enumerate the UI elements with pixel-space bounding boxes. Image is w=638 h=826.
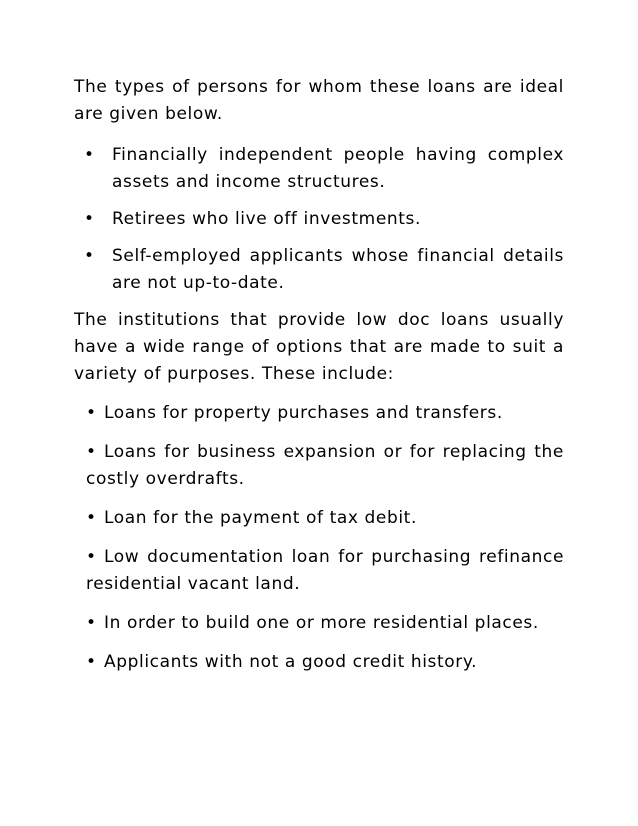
intro-paragraph: The types of persons for whom these loans are ideal are given below. [74, 77, 564, 124]
list-item-text: Applicants with not a good credit history. [104, 652, 478, 672]
list-item-text: Self-employed applicants whose financial details are not up-to-date. [112, 246, 564, 293]
list-item-text: Loans for property purchases and transfers. [104, 403, 503, 423]
bullet-icon: • [86, 442, 97, 462]
list-item [74, 505, 564, 532]
options-intro-paragraph: The institutions that provide low doc loans usually have a wide range of options that are made to suit a variety of purposes. These include: [74, 310, 564, 384]
list-item [74, 544, 564, 598]
list-item [74, 649, 564, 676]
list-item-text: In order to build one or more residential places. [104, 613, 539, 633]
bullet-icon: • [84, 246, 95, 266]
list-item [74, 142, 564, 196]
bullet-icon: • [86, 547, 97, 567]
bullet-icon: • [84, 209, 95, 229]
bullet-icon: • [86, 613, 97, 633]
list-item [74, 400, 564, 427]
list-item [74, 206, 564, 233]
persons-list [74, 142, 564, 297]
list-item [74, 610, 564, 637]
options-list [74, 400, 564, 676]
list-item-text: Low documentation loan for purchasing refinance residential vacant land. [86, 547, 564, 594]
list-item [74, 243, 564, 297]
bullet-icon: • [86, 652, 97, 672]
document-page [74, 74, 564, 688]
list-item-text: Financially independent people having complex assets and income structures. [112, 145, 564, 192]
list-item-text: Loan for the payment of tax debit. [104, 508, 417, 528]
bullet-icon: • [86, 508, 97, 528]
list-item-text: Retirees who live off investments. [112, 209, 421, 229]
bullet-icon: • [84, 145, 95, 165]
list-item [74, 439, 564, 493]
bullet-icon: • [86, 403, 97, 423]
list-item-text: Loans for business expansion or for replacing the costly overdrafts. [86, 442, 564, 489]
